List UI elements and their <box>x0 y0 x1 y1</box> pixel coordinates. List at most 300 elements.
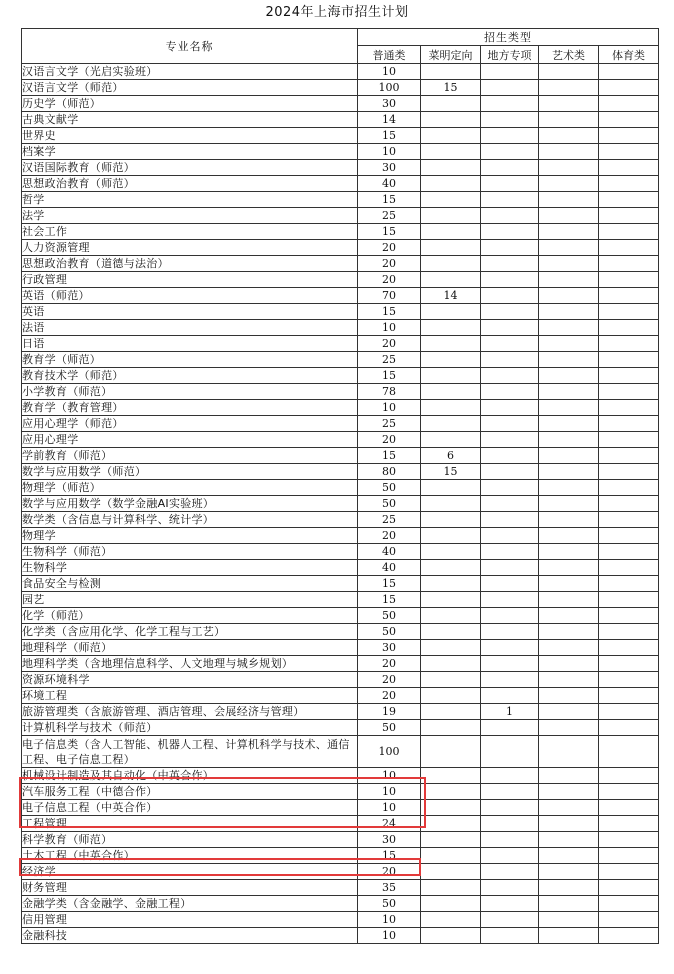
table-row <box>22 432 659 448</box>
quota-cell: 15 <box>358 128 421 144</box>
quota-cell <box>539 176 599 192</box>
quota-cell <box>539 656 599 672</box>
quota-cell <box>421 864 481 880</box>
quota-cell <box>481 656 539 672</box>
quota-cell: 70 <box>358 288 421 304</box>
quota-cell <box>599 864 659 880</box>
quota-cell <box>539 928 599 944</box>
quota-cell <box>421 224 481 240</box>
quota-cell <box>539 448 599 464</box>
major-name-cell: 汽车服务工程（中德合作） <box>22 784 358 800</box>
quota-cell: 35 <box>358 880 421 896</box>
quota-cell <box>599 192 659 208</box>
quota-cell <box>599 624 659 640</box>
table-row <box>22 656 659 672</box>
quota-cell: 10 <box>358 928 421 944</box>
quota-cell <box>599 272 659 288</box>
quota-cell <box>481 864 539 880</box>
major-name-cell: 科学教育（师范） <box>22 832 358 848</box>
quota-cell <box>599 448 659 464</box>
quota-cell <box>421 704 481 720</box>
quota-cell: 20 <box>358 528 421 544</box>
major-name-cell: 思想政治教育（师范） <box>22 176 358 192</box>
table-row <box>22 144 659 160</box>
quota-cell <box>599 400 659 416</box>
quota-cell <box>421 656 481 672</box>
quota-cell <box>599 288 659 304</box>
table-row <box>22 560 659 576</box>
quota-cell <box>599 496 659 512</box>
quota-cell <box>599 368 659 384</box>
major-name-cell: 学前教育（师范） <box>22 448 358 464</box>
quota-cell: 10 <box>358 144 421 160</box>
quota-cell <box>481 672 539 688</box>
quota-cell <box>421 112 481 128</box>
quota-cell <box>421 208 481 224</box>
quota-cell <box>421 832 481 848</box>
quota-cell <box>421 496 481 512</box>
quota-cell <box>481 816 539 832</box>
major-name-cell: 教育学（师范） <box>22 352 358 368</box>
quota-cell <box>539 576 599 592</box>
table-row <box>22 640 659 656</box>
quota-cell <box>421 400 481 416</box>
quota-cell: 15 <box>358 448 421 464</box>
quota-cell <box>421 144 481 160</box>
major-name-cell: 环境工程 <box>22 688 358 704</box>
quota-cell <box>539 144 599 160</box>
quota-cell <box>599 416 659 432</box>
quota-cell <box>421 352 481 368</box>
major-name-cell: 法语 <box>22 320 358 336</box>
quota-cell <box>599 432 659 448</box>
table-row <box>22 688 659 704</box>
major-name-cell: 计算机科学与技术（师范） <box>22 720 358 736</box>
table-row <box>22 928 659 944</box>
table-row <box>22 96 659 112</box>
quota-cell: 10 <box>358 800 421 816</box>
quota-cell <box>481 64 539 80</box>
quota-cell <box>539 784 599 800</box>
major-name-cell: 食品安全与检测 <box>22 576 358 592</box>
quota-cell <box>539 800 599 816</box>
enrollment-plan-table <box>21 28 659 944</box>
quota-cell: 15 <box>358 304 421 320</box>
quota-cell <box>599 704 659 720</box>
quota-cell <box>599 800 659 816</box>
major-name-cell: 人力资源管理 <box>22 240 358 256</box>
quota-cell <box>599 848 659 864</box>
quota-cell <box>421 592 481 608</box>
quota-cell <box>599 560 659 576</box>
quota-cell <box>539 560 599 576</box>
quota-cell <box>539 208 599 224</box>
quota-cell: 15 <box>358 192 421 208</box>
quota-cell: 40 <box>358 544 421 560</box>
major-name-cell: 电子信息工程（中英合作） <box>22 800 358 816</box>
table-row <box>22 304 659 320</box>
quota-cell <box>599 112 659 128</box>
quota-cell <box>481 896 539 912</box>
major-name-cell: 经济学 <box>22 864 358 880</box>
quota-cell <box>421 912 481 928</box>
quota-cell <box>481 784 539 800</box>
quota-cell: 6 <box>421 448 481 464</box>
major-name-cell: 思想政治教育（道德与法治） <box>22 256 358 272</box>
quota-cell: 20 <box>358 672 421 688</box>
quota-cell <box>539 528 599 544</box>
quota-cell: 20 <box>358 688 421 704</box>
quota-cell <box>539 384 599 400</box>
quota-cell: 15 <box>358 224 421 240</box>
header-type-arts: 艺术类 <box>539 46 599 64</box>
quota-cell <box>539 512 599 528</box>
quota-cell <box>481 592 539 608</box>
quota-cell: 50 <box>358 608 421 624</box>
quota-cell: 10 <box>358 784 421 800</box>
quota-cell <box>539 864 599 880</box>
major-name-cell: 生物科学 <box>22 560 358 576</box>
table-row <box>22 848 659 864</box>
quota-cell <box>539 464 599 480</box>
quota-cell: 19 <box>358 704 421 720</box>
major-name-cell: 汉语言文学（光启实验班） <box>22 64 358 80</box>
quota-cell: 20 <box>358 272 421 288</box>
major-name-cell: 数学与应用数学（数学金融AI实验班） <box>22 496 358 512</box>
quota-cell <box>421 784 481 800</box>
quota-cell <box>421 480 481 496</box>
table-row <box>22 704 659 720</box>
table-row <box>22 336 659 352</box>
quota-cell <box>421 576 481 592</box>
table-row <box>22 208 659 224</box>
major-name-cell: 行政管理 <box>22 272 358 288</box>
table-row <box>22 224 659 240</box>
quota-cell <box>481 848 539 864</box>
header-type-general: 普通类 <box>358 46 421 64</box>
quota-cell <box>481 256 539 272</box>
quota-cell <box>599 720 659 736</box>
quota-cell <box>481 512 539 528</box>
quota-cell <box>421 272 481 288</box>
quota-cell <box>539 128 599 144</box>
quota-cell <box>481 528 539 544</box>
quota-cell <box>539 288 599 304</box>
quota-cell <box>539 80 599 96</box>
quota-cell <box>599 528 659 544</box>
table-row <box>22 64 659 80</box>
quota-cell <box>539 192 599 208</box>
table-row <box>22 448 659 464</box>
quota-cell <box>539 624 599 640</box>
quota-cell: 15 <box>421 80 481 96</box>
quota-cell: 50 <box>358 496 421 512</box>
quota-cell: 40 <box>358 560 421 576</box>
quota-cell <box>421 320 481 336</box>
table-row <box>22 480 659 496</box>
quota-cell: 10 <box>358 64 421 80</box>
quota-cell <box>599 240 659 256</box>
table-row <box>22 400 659 416</box>
quota-cell <box>599 352 659 368</box>
quota-cell <box>539 704 599 720</box>
major-name-cell: 历史学（师范） <box>22 96 358 112</box>
header-major-name: 专业名称 <box>22 29 358 64</box>
quota-cell <box>421 608 481 624</box>
quota-cell: 50 <box>358 624 421 640</box>
quota-cell <box>481 288 539 304</box>
header-type-local-special: 地方专项 <box>481 46 539 64</box>
quota-cell <box>539 64 599 80</box>
quota-cell: 20 <box>358 864 421 880</box>
quota-cell <box>421 736 481 768</box>
quota-cell <box>599 912 659 928</box>
quota-cell <box>421 768 481 784</box>
major-name-cell: 哲学 <box>22 192 358 208</box>
major-name-cell: 物理学（师范） <box>22 480 358 496</box>
quota-cell <box>421 512 481 528</box>
table-row <box>22 80 659 96</box>
table-row <box>22 608 659 624</box>
quota-cell: 40 <box>358 176 421 192</box>
quota-cell <box>599 512 659 528</box>
major-name-cell: 工程管理 <box>22 816 358 832</box>
quota-cell <box>599 592 659 608</box>
quota-cell <box>481 144 539 160</box>
quota-cell <box>481 416 539 432</box>
quota-cell: 80 <box>358 464 421 480</box>
quota-cell <box>539 320 599 336</box>
quota-cell <box>599 160 659 176</box>
quota-cell <box>421 928 481 944</box>
table-row <box>22 512 659 528</box>
quota-cell <box>421 368 481 384</box>
quota-cell <box>481 320 539 336</box>
quota-cell <box>481 880 539 896</box>
quota-cell: 50 <box>358 480 421 496</box>
quota-cell: 10 <box>358 320 421 336</box>
quota-cell <box>481 80 539 96</box>
quota-cell <box>421 96 481 112</box>
quota-cell: 20 <box>358 656 421 672</box>
quota-cell <box>599 144 659 160</box>
quota-cell <box>481 912 539 928</box>
quota-cell <box>421 416 481 432</box>
quota-cell <box>481 800 539 816</box>
quota-cell <box>599 656 659 672</box>
quota-cell: 30 <box>358 160 421 176</box>
quota-cell <box>421 672 481 688</box>
major-name-cell: 英语 <box>22 304 358 320</box>
quota-cell: 30 <box>358 640 421 656</box>
quota-cell <box>481 464 539 480</box>
quota-cell <box>481 688 539 704</box>
quota-cell <box>421 384 481 400</box>
table-row <box>22 816 659 832</box>
quota-cell <box>481 720 539 736</box>
quota-cell: 15 <box>421 464 481 480</box>
quota-cell <box>539 416 599 432</box>
table-row <box>22 736 659 768</box>
quota-cell <box>539 832 599 848</box>
quota-cell <box>481 832 539 848</box>
quota-cell <box>421 192 481 208</box>
major-name-cell: 生物科学（师范） <box>22 544 358 560</box>
table-row <box>22 416 659 432</box>
quota-cell <box>539 368 599 384</box>
major-name-cell: 地理科学类（含地理信息科学、人文地理与城乡规划） <box>22 656 358 672</box>
quota-cell <box>599 320 659 336</box>
quota-cell <box>481 304 539 320</box>
quota-cell <box>481 224 539 240</box>
quota-cell <box>599 544 659 560</box>
table-row <box>22 128 659 144</box>
quota-cell <box>421 560 481 576</box>
quota-cell <box>481 208 539 224</box>
table-row <box>22 528 659 544</box>
table-row <box>22 464 659 480</box>
quota-cell <box>421 688 481 704</box>
quota-cell <box>481 400 539 416</box>
major-name-cell: 小学教育（师范） <box>22 384 358 400</box>
major-name-cell: 教育技术学（师范） <box>22 368 358 384</box>
table-row <box>22 800 659 816</box>
table-row <box>22 768 659 784</box>
quota-cell <box>599 336 659 352</box>
quota-cell <box>599 224 659 240</box>
header-enrollment-type: 招生类型 <box>358 29 659 46</box>
quota-cell <box>481 560 539 576</box>
quota-cell: 25 <box>358 208 421 224</box>
quota-cell: 14 <box>421 288 481 304</box>
major-name-cell: 应用心理学 <box>22 432 358 448</box>
header-type-sports: 体育类 <box>599 46 659 64</box>
quota-cell <box>539 272 599 288</box>
quota-cell <box>421 816 481 832</box>
quota-cell <box>481 736 539 768</box>
quota-cell <box>599 464 659 480</box>
quota-cell <box>539 400 599 416</box>
major-name-cell: 数学类（含信息与计算科学、统计学） <box>22 512 358 528</box>
quota-cell <box>481 128 539 144</box>
quota-cell <box>539 848 599 864</box>
quota-cell <box>481 768 539 784</box>
table-row <box>22 672 659 688</box>
major-name-cell: 化学类（含应用化学、化学工程与工艺） <box>22 624 358 640</box>
quota-cell <box>599 768 659 784</box>
quota-cell: 25 <box>358 512 421 528</box>
quota-cell <box>481 624 539 640</box>
major-name-cell: 汉语国际教育（师范） <box>22 160 358 176</box>
quota-cell <box>539 736 599 768</box>
quota-cell <box>481 352 539 368</box>
table-row <box>22 880 659 896</box>
quota-cell: 78 <box>358 384 421 400</box>
major-name-cell: 法学 <box>22 208 358 224</box>
major-name-cell: 应用心理学（师范） <box>22 416 358 432</box>
major-name-cell: 档案学 <box>22 144 358 160</box>
quota-cell <box>539 880 599 896</box>
quota-cell: 20 <box>358 240 421 256</box>
quota-cell <box>481 112 539 128</box>
quota-cell <box>481 368 539 384</box>
quota-cell <box>421 720 481 736</box>
quota-cell <box>539 640 599 656</box>
quota-cell <box>421 128 481 144</box>
quota-cell <box>599 128 659 144</box>
table-row <box>22 576 659 592</box>
quota-cell <box>539 352 599 368</box>
quota-cell: 20 <box>358 256 421 272</box>
table-row <box>22 160 659 176</box>
quota-cell <box>539 912 599 928</box>
quota-cell <box>481 480 539 496</box>
quota-cell <box>539 592 599 608</box>
major-name-cell: 化学（师范） <box>22 608 358 624</box>
table-row <box>22 784 659 800</box>
table-row <box>22 624 659 640</box>
quota-cell <box>539 432 599 448</box>
major-name-cell: 金融学类（含金融学、金融工程） <box>22 896 358 912</box>
quota-cell <box>539 336 599 352</box>
table-row <box>22 592 659 608</box>
major-name-cell: 数学与应用数学（师范） <box>22 464 358 480</box>
quota-cell <box>481 160 539 176</box>
quota-cell <box>481 272 539 288</box>
table-row <box>22 544 659 560</box>
quota-cell: 10 <box>358 912 421 928</box>
table-row <box>22 352 659 368</box>
quota-cell <box>599 816 659 832</box>
major-name-cell: 信用管理 <box>22 912 358 928</box>
header-type-directed: 菜明定向 <box>421 46 481 64</box>
quota-cell <box>481 576 539 592</box>
quota-cell <box>421 240 481 256</box>
quota-cell: 15 <box>358 848 421 864</box>
quota-cell <box>481 928 539 944</box>
major-name-cell: 园艺 <box>22 592 358 608</box>
major-name-cell: 教育学（教育管理） <box>22 400 358 416</box>
quota-cell <box>421 880 481 896</box>
quota-cell <box>539 816 599 832</box>
quota-cell <box>539 224 599 240</box>
quota-cell <box>539 160 599 176</box>
major-name-cell: 世界史 <box>22 128 358 144</box>
major-name-cell: 旅游管理类（含旅游管理、酒店管理、会展经济与管理） <box>22 704 358 720</box>
quota-cell: 14 <box>358 112 421 128</box>
quota-cell <box>599 384 659 400</box>
quota-cell <box>481 544 539 560</box>
quota-cell <box>421 336 481 352</box>
major-name-cell: 地理科学（师范） <box>22 640 358 656</box>
quota-cell <box>539 304 599 320</box>
quota-cell <box>421 256 481 272</box>
quota-cell <box>481 336 539 352</box>
quota-cell <box>481 448 539 464</box>
table-row <box>22 864 659 880</box>
quota-cell <box>599 176 659 192</box>
quota-cell <box>599 736 659 768</box>
quota-cell <box>539 544 599 560</box>
quota-cell <box>599 480 659 496</box>
quota-cell <box>599 608 659 624</box>
quota-cell <box>539 608 599 624</box>
quota-cell <box>599 928 659 944</box>
quota-cell: 50 <box>358 720 421 736</box>
quota-cell <box>599 832 659 848</box>
quota-cell <box>481 192 539 208</box>
quota-cell: 15 <box>358 576 421 592</box>
